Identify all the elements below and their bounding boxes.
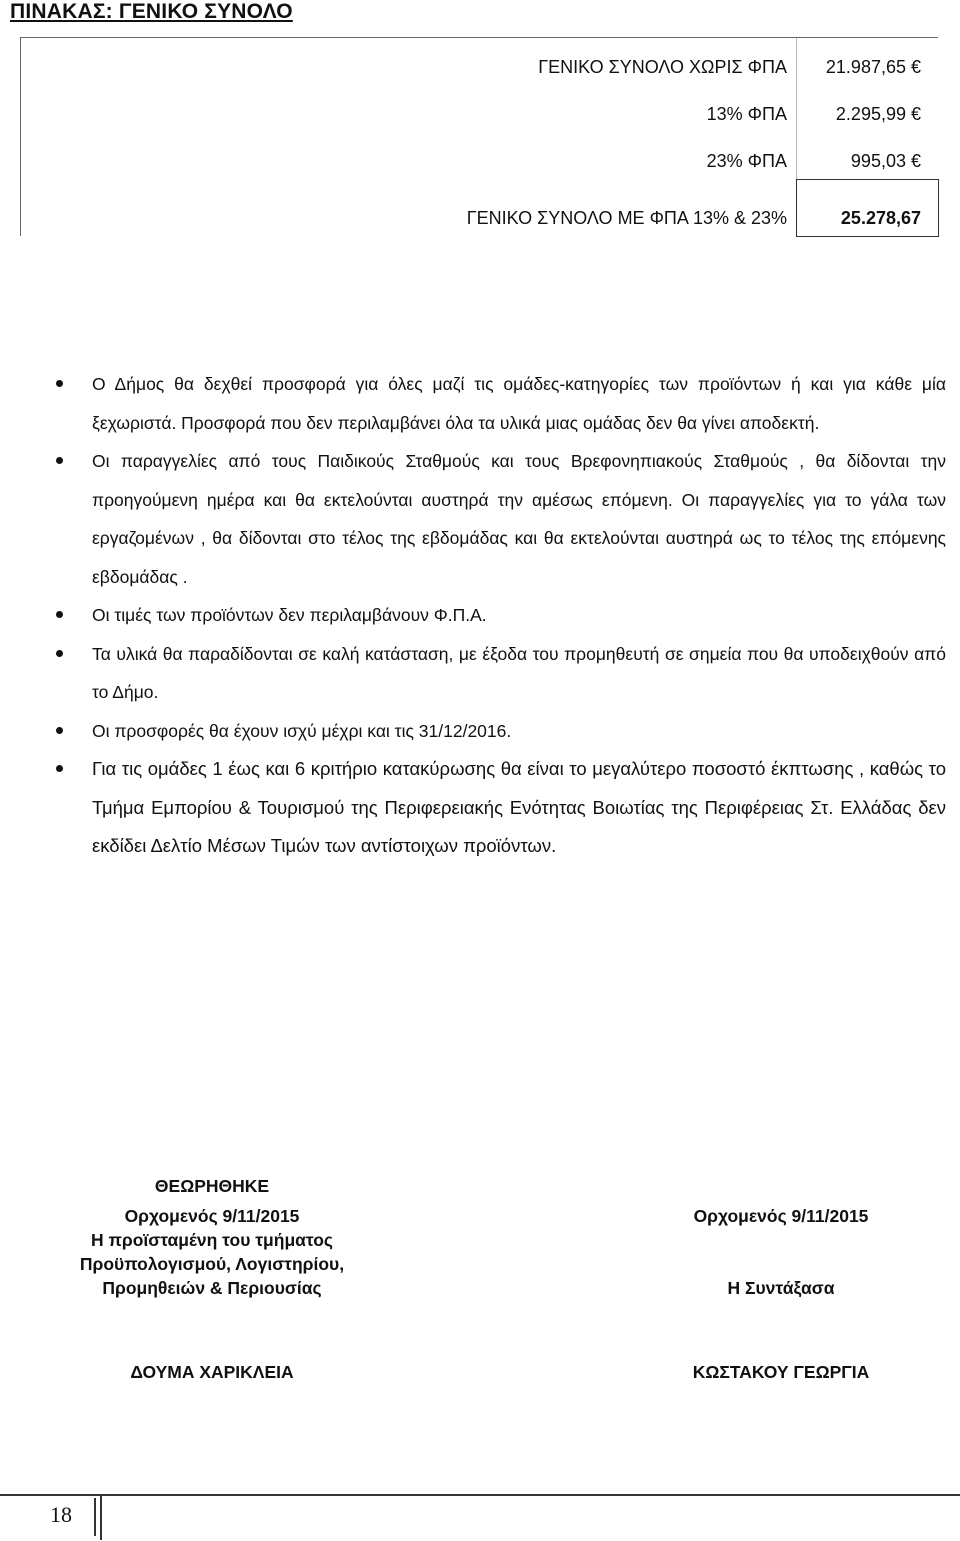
totals-label: ΓΕΝΙΚΟ ΣΥΝΟΛΟ ΧΩΡΙΣ ΦΠΑ	[538, 57, 787, 77]
totals-value: 25.278,67	[840, 208, 921, 228]
totals-value: 995,03 €	[850, 151, 921, 171]
list-item	[54, 712, 946, 751]
list-item-text: Για τις ομάδες 1 έως και 6 κριτήριο κατακύρωσης θα είναι το μεγαλύτερο ποσοστό έκπτωσης , καθώς το Τμήμα Εμπορίου & Τουρισμού της Περιφερειακής Ενότητας Βοιωτίας της Περιφέρειας Στ. Ελλάδας δεν εκδίδει Δελτίο Μέσων Τιμών των αντίστοιχων προϊόντων.	[92, 758, 946, 857]
bullet-icon	[56, 650, 63, 657]
left-signature-role: Προμηθειών & Περιουσίας	[102, 1278, 322, 1298]
totals-value: 21.987,65 €	[825, 57, 921, 77]
left-signature-role: Προϋπολογισμού, Λογιστηρίου,	[79, 1254, 345, 1274]
left-signature-seen: ΘΕΩΡΗΘΗΚΕ	[154, 1176, 270, 1196]
footer-rule	[0, 1494, 960, 1496]
left-signature-role: Η προϊσταμένη του τμήματος	[90, 1230, 334, 1250]
totals-row-net	[21, 57, 939, 81]
list-item-text: Τα υλικά θα παραδίδονται σε καλή κατάσταση, με έξοδα του προμηθευτή σε σημεία που θα υποδειχθούν από το Δήμο.	[92, 643, 946, 702]
totals-row-vat23	[21, 151, 939, 175]
bullet-icon	[56, 457, 63, 464]
list-item-text: Οι παραγγελίες από τους Παιδικούς Σταθμούς και τους Βρεφονηπιακούς Σταθμούς , θα δίδονται την προηγούμενη ημέρα και θα εκτελούνται αυστηρά την αμέσως επόμενη. Οι παραγγελίες για το γάλα των εργαζομένων , θα δίδονται στο τέλος της εβδομάδας και θα εκτελούνται αυστηρά ως το τέλος της επόμενης εβδομάδας .	[92, 451, 946, 587]
list-item	[54, 442, 946, 596]
list-item-text: Ο Δήμος θα δεχθεί προσφορά για όλες μαζί τις ομάδες-κατηγορίες των προϊόντων ή και για κάθε μία ξεχωριστά. Προσφορά που δεν περιλαμβάνει όλα τα υλικά μιας ομάδας δεν θα γίνει αποδεκτή.	[92, 374, 946, 433]
list-item	[54, 750, 946, 866]
terms-list	[54, 365, 946, 866]
totals-label: 23% ΦΠΑ	[706, 151, 787, 171]
list-item-text: Οι τιμές των προϊόντων δεν περιλαμβάνουν Φ.Π.Α.	[92, 605, 487, 625]
totals-row-vat13	[21, 104, 939, 128]
right-signature-role: Η Συντάξασα	[727, 1278, 835, 1298]
list-item	[54, 635, 946, 712]
totals-table	[20, 37, 938, 236]
left-signature-date: Ορχομενός 9/11/2015	[124, 1206, 300, 1226]
right-signature-date: Ορχομενός 9/11/2015	[693, 1206, 869, 1226]
totals-label: 13% ΦΠΑ	[706, 104, 787, 124]
list-item	[54, 365, 946, 442]
list-item	[54, 596, 946, 635]
left-signature-name: ΔΟΥΜΑ ΧΑΡΙΚΛΕΙΑ	[130, 1362, 294, 1382]
bullet-icon	[56, 765, 63, 772]
bullet-icon	[56, 727, 63, 734]
page-number: 18	[50, 1502, 72, 1527]
bullet-icon	[56, 611, 63, 618]
page-number-bar	[94, 1498, 96, 1536]
page-heading: ΠΙΝΑΚΑΣ: ΓΕΝΙΚΟ ΣΥΝΟΛΟ	[10, 0, 293, 23]
totals-row-grand	[21, 208, 939, 232]
list-item-text: Οι προσφορές θα έχουν ισχύ μέχρι και τις 31/12/2016.	[92, 720, 512, 741]
bullet-icon	[56, 380, 63, 387]
totals-value: 2.295,99 €	[835, 104, 921, 124]
totals-label: ΓΕΝΙΚΟ ΣΥΝΟΛΟ ΜΕ ΦΠΑ 13% & 23%	[466, 208, 787, 228]
right-signature-name: ΚΩΣΤΑΚΟΥ ΓΕΩΡΓΙΑ	[692, 1362, 870, 1382]
